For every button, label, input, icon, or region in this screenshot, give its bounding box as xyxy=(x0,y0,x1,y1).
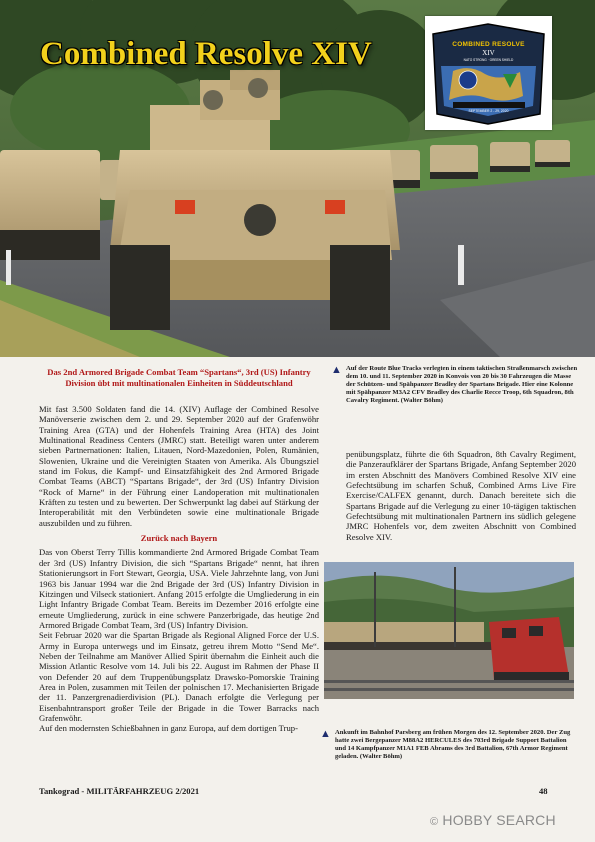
article-subheadline: Das 2nd Armored Brigade Combat Team “Spartans“, 3rd (US) Infantry Division übt mit multinationalen Einheiten in Süddeutschland xyxy=(47,367,311,388)
article-headline: Combined Resolve XIV xyxy=(40,36,372,72)
badge-motto: NATO STRONG · GREEN SHIELD xyxy=(463,58,514,62)
train-photo xyxy=(324,562,574,699)
badge-numeral: XIV xyxy=(482,49,495,57)
triangle-up-icon: ▲ xyxy=(320,728,331,740)
paragraph: Auf den modernsten Schießbahnen in ganz Europa, auf dem dortigen Trup- xyxy=(39,723,298,734)
paragraph: penübungsplatz, führte die 6th Squadron, 8th Cavalry Regiment, die Panzeraufklärer der Spartans Brigade, Anfang September 2020 im ersten Abschnitt des Manövers Combined Resolve XIV eine Gefechtsübung im scharfen Schuß, Combined Arms Live Fire Exercise/CALFEX genannt, durch. Danach bereitete sich die Spartans Brigade auf die Verlegung zu einer 10-tägigen taktischen Gefechtsübung mit multinationalen Partnern ins südlich gelegene JMRC Hohenfels vor, dem zweiten Abschnitt von Combined Resolve XIV. xyxy=(346,449,576,542)
photo-caption-top xyxy=(331,365,579,405)
exercise-badge xyxy=(425,16,552,130)
watermark-text: HOBBY SEARCH xyxy=(442,812,556,828)
caption-top-text: Auf der Route Blue Tracks verlegten in einem taktischen Straßenmarsch zwischen dem 10. und 11. September 2020 in Konvois von 20 bis 30 Fahrzeugen die Masse der Schützen- und Spähpanzer Bradley der Spartans Brigade. Hier eine Kolonne mit Spähpanzer M3A2 CFV Bradley des Charlie Recce Troop, 6th Squadron, 8th Cavalry Regiment. (Walter Böhm) xyxy=(346,365,578,405)
publication-footer: Tankograd - MILITÄRFAHRZEUG 2/2021 xyxy=(39,786,200,796)
paragraph: Mit fast 3.500 Soldaten fand die 14. (XIV) Auflage der Combined Resolve Manöverserie zwischen dem 2. und 29. September 2020 auf der Grafenwöhr Training Area (GTA) und der Hohenfels Training Area (HTA) des Joint Multinational Readiness Centers (JMRC) statt. Beteiligt waren unter anderem sieben Partnernationen: Italien, Litauen, Nord-Mazedonien, Polen, Rumänien, Slowenien, Ukraine und die Vereinigten Staaten von Amerika. Als Übungsziel stand im Fokus, die Kampf- und Einsatzfähigkeit des 2nd Armored Brigade Combat Teams (ABCT) “Spartans Brigade“, der 3rd (US) Infantry Division “Rock of Marne“ in der Führung einer Landoperation mit multinationalen Kräften zu testen und zu bewerten. Der Schwerpunkt lag dabei auf Stärkung der Interoperabilität mit den Verbündeten sowie eine multinationale Brigade auszubilden und zu führen. xyxy=(39,404,319,528)
section-heading: Zurück nach Bayern xyxy=(140,533,218,544)
caption-bottom-text: Ankunft im Bahnhof Parsberg am frühen Morgen des 12. September 2020. Der Zug hatte zwei Bergepanzer M88A2 HERCULES des 703rd Brigade Support Battalion und 14 Kampfpanzer M1A1 FEB Abrams des 3rd Battalion, 67th Armor Regiment geladen. (Walter Böhm) xyxy=(335,729,571,761)
left-text-column xyxy=(39,404,319,734)
triangle-up-icon: ▲ xyxy=(331,364,342,376)
right-text-column xyxy=(346,449,576,542)
paragraph: Seit Februar 2020 war die Spartan Brigade als Regional Aligned Force der U.S. Army in Europa unterwegs und im Einsatz, getreu ihrem Motto “Send Me“. Neben der Teilnahme am Manöver Allied Spirit übernahm die Einheit auch die Mission Atlantic Resolve vom 14. Juli bis 22. August im Rahmen der Phase II von Defender 20 auf dem Truppenübungsplatz Drawsko-Pomorskie Training Area in Polen, zusammen mit Teilen der polnischen 17. Mechanisierten Brigade der 11. Panzergrenadierdivision (PL). Danach erfolgte die Verlegung per Eisenbahntransport großer Teile der Brigade in die Tower Barracks nach Grafenwöhr. xyxy=(39,630,319,723)
copyright-symbol: © xyxy=(430,816,439,828)
photo-caption-bottom xyxy=(320,729,578,761)
badge-title: COMBINED RESOLVE xyxy=(452,41,525,48)
badge-date: SEPTEMBER 2 - 29, 2020 xyxy=(468,109,509,113)
hobby-search-watermark xyxy=(430,812,556,828)
paragraph: Das von Oberst Terry Tillis kommandierte 2nd Armored Brigade Combat Team der 3rd (US) Infantry Division, die sich “Spartans Brigade“ nennt, hat ihren Stationierungsort in Fort Stewart, Georgia, USA. Viele Jahrzehnte lang, von Juni 1963 bis Januar 1994 war die 2nd Brigade der 3rd (US) Infantry Division in Kitzingen und Vilseck stationiert. Anfang 2015 erfolgte die Umgliederung in ein Light Infantry Brigade Combat Team. Bereits im Dezember 2016 erfolgte eine erneute Umgliederung, zurück in eine schwere Panzerbrigade, das heutige 2nd Armored Brigade Combat Team, 3rd (US) Infantry Division. xyxy=(39,547,319,630)
page-number: 48 xyxy=(539,786,548,796)
